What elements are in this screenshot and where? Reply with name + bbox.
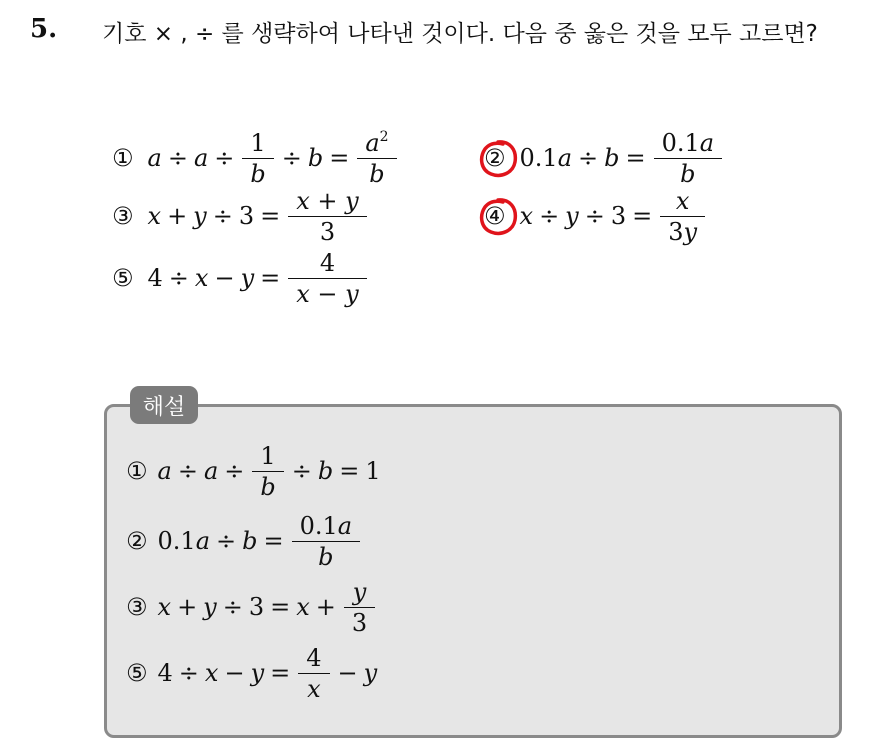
solution-line-5: ⑤ 4 ÷ x − y = $\frac{4}{x}$ − y <box>126 643 378 703</box>
fraction: $\frac{x + y}{3}$ <box>292 186 362 247</box>
question-number: 5. <box>30 14 58 44</box>
fraction: $\frac{0.1a}{b}$ <box>658 128 718 189</box>
choice-marker: ⑤ <box>112 264 134 292</box>
fraction: $\frac{a^2}{b}$ <box>361 128 392 189</box>
choice-5[interactable]: ⑤ 4 ÷ x − y = $\frac{4}{x - y}$ <box>112 248 369 308</box>
choice-marker: ① <box>112 144 134 172</box>
fraction: $\frac{x}{3y}$ <box>664 186 701 247</box>
choice-marker: ③ <box>112 202 134 230</box>
choice-1[interactable]: ① a ÷ a ÷ $\frac{1}{b}$ ÷ b = $\frac{a^2}{b}$ <box>112 128 399 188</box>
solution-line-2: ② 0.1 a ÷ b = $\frac{0.1a}{b}$ <box>126 508 362 574</box>
solution-line-3: ③ x + y ÷ 3 = x + $\frac{y}{3}$ <box>126 574 377 640</box>
choice-marker: ② <box>484 144 506 172</box>
solution-line-1: ① a ÷ a ÷ $\frac{1}{b}$ ÷ b = 1 <box>126 441 381 501</box>
choice-4[interactable]: ④ x ÷ y ÷ 3 = $\frac{x}{3y}$ <box>484 186 707 246</box>
solution-label: 해설 <box>130 386 198 424</box>
fraction: $\frac{4}{x - y}$ <box>292 248 362 309</box>
fraction: $\frac{4}{x}$ <box>302 643 325 704</box>
question-text: 기호 × , ÷ 를 생략하여 나타낸 것이다. 다음 중 옳은 것을 모두 고르면? <box>102 21 818 47</box>
fraction: $\frac{0.1a}{b}$ <box>296 511 356 572</box>
choice-3[interactable]: ③ x + y ÷ 3 = $\frac{x + y}{3}$ <box>112 186 369 246</box>
fraction: $\frac{y}{3}$ <box>348 577 371 638</box>
choice-marker: ④ <box>484 202 506 230</box>
choice-2[interactable]: ② 0.1 a ÷ b = $\frac{0.1a}{b}$ <box>484 128 724 188</box>
fraction: $\frac{1}{b}$ <box>246 128 269 189</box>
fraction: $\frac{1}{b}$ <box>256 441 279 502</box>
